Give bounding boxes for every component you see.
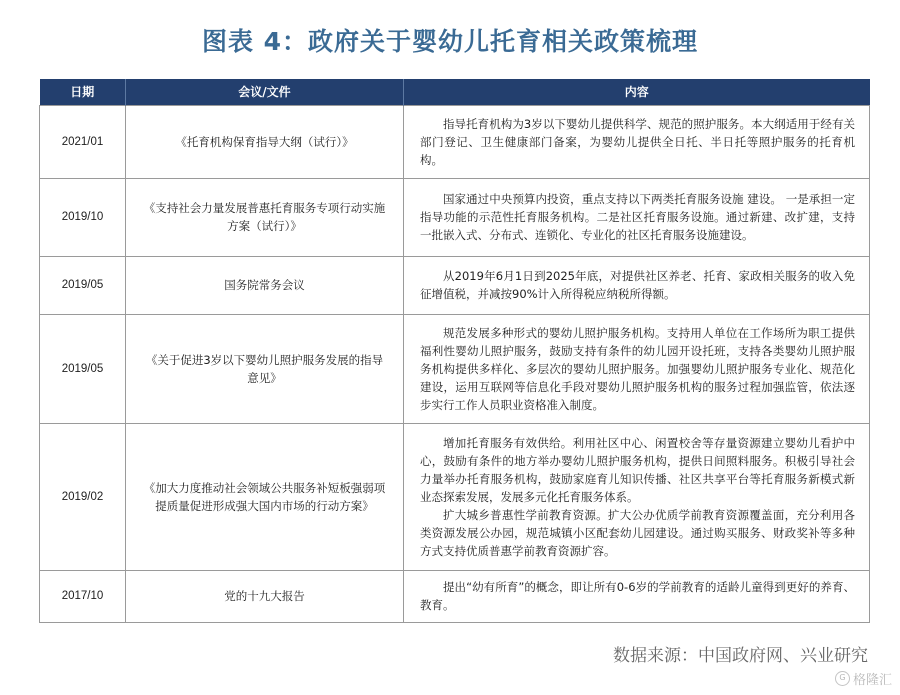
policy-table (39, 79, 870, 623)
row-date: 2017/10 (40, 570, 126, 622)
table-row (40, 423, 870, 570)
row-date: 2019/05 (40, 256, 126, 314)
table-row (40, 314, 870, 423)
row-meeting: 《关于促进3岁以下婴幼儿照护服务发展的指导意见》 (126, 314, 404, 423)
table-row (40, 178, 870, 256)
row-date: 2019/10 (40, 178, 126, 256)
watermark (835, 669, 892, 688)
row-date: 2021/01 (40, 105, 126, 178)
row-meeting: 《支持社会力量发展普惠托育服务专项行动实施方案（试行）》 (126, 178, 404, 256)
content-paragraph: 国家通过中央预算内投资，重点支持以下两类托育服务设施 建设。 一是承担一定指导功能的示范性托育服务机构。二是社区托育服务设施。通过新建、改扩建，支持一批嵌入式、分布式、连锁化、专业化的社区托育服务设施建设。 (420, 192, 855, 242)
content-paragraph: 扩大城乡普惠性学前教育资源。扩大公办优质学前教育资源覆盖面，充分利用各类资源发展公办园，规范城镇小区配套幼儿园建设。通过购买服务、财政奖补等多种方式支持优质普惠学前教育资源扩容。 (420, 507, 855, 558)
table-row (40, 570, 870, 622)
source-note: 数据来源：中国政府网、兴业研究 (613, 646, 868, 666)
table-row (40, 256, 870, 314)
content-paragraph: 提出“幼有所育”的概念，即让所有0-6岁的学前教育的适龄儿童得到更好的养育、教育。 (420, 580, 855, 612)
row-content (404, 423, 870, 570)
row-meeting: 《托育机构保育指导大纲（试行）》 (126, 105, 404, 178)
header-meeting: 会议/文件 (126, 79, 404, 105)
row-content (404, 570, 870, 622)
row-date: 2019/05 (40, 314, 126, 423)
header-content: 内容 (404, 79, 870, 105)
row-meeting: 《加大力度推动社会领域公共服务补短板强弱项提质量促进形成强大国内市场的行动方案》 (126, 423, 404, 570)
row-meeting: 党的十九大报告 (126, 570, 404, 622)
header-date: 日期 (40, 79, 126, 105)
row-content (404, 178, 870, 256)
gelonghui-logo-icon: G (835, 671, 850, 686)
row-content (404, 314, 870, 423)
table-row (40, 105, 870, 178)
content-paragraph: 从2019年6月1日到2025年底，对提供社区养老、托育、家政相关服务的收入免征增值税，并减按90%计入所得税应纳税所得额。 (420, 269, 855, 301)
content-paragraph: 增加托育服务有效供给。利用社区中心、闲置校舍等存量资源建立婴幼儿看护中心，鼓励有条件的地方举办婴幼儿照护服务机构，提供日间照料服务。积极引导社会力量举办托育服务机构，鼓励家庭育儿知识传播、社区共享平台等托育服务新模式新业态探索发展，发展多元化托育服务体系。 (420, 435, 855, 504)
content-paragraph: 规范发展多种形式的婴幼儿照护服务机构。支持用人单位在工作场所为职工提供福利性婴幼儿照护服务，鼓励支持有条件的幼儿园开设托班，支持各类婴幼儿照护服务机构提供多样化、多层次的婴幼儿照护服务。加强婴幼儿照护服务专业化、规范化建设，运用互联网等信息化手段对婴幼儿照护服务机构的服务过程加强监管，依法逐步实行工作人员职业资格准入制度。 (420, 325, 855, 412)
page-title: 图表 4：政府关于婴幼儿托育相关政策梳理 (201, 27, 699, 56)
row-meeting: 国务院常务会议 (126, 256, 404, 314)
content-paragraph: 指导托育机构为3岁以下婴幼儿提供科学、规范的照护服务。本大纲适用于经有关部门登记、卫生健康部门备案，为婴幼儿提供全日托、半日托等照护服务的托育机构。 (420, 116, 855, 167)
table-header-row (40, 79, 870, 105)
row-date: 2019/02 (40, 423, 126, 570)
row-content (404, 105, 870, 178)
row-content (404, 256, 870, 314)
watermark-text: 格隆汇 (852, 673, 892, 688)
